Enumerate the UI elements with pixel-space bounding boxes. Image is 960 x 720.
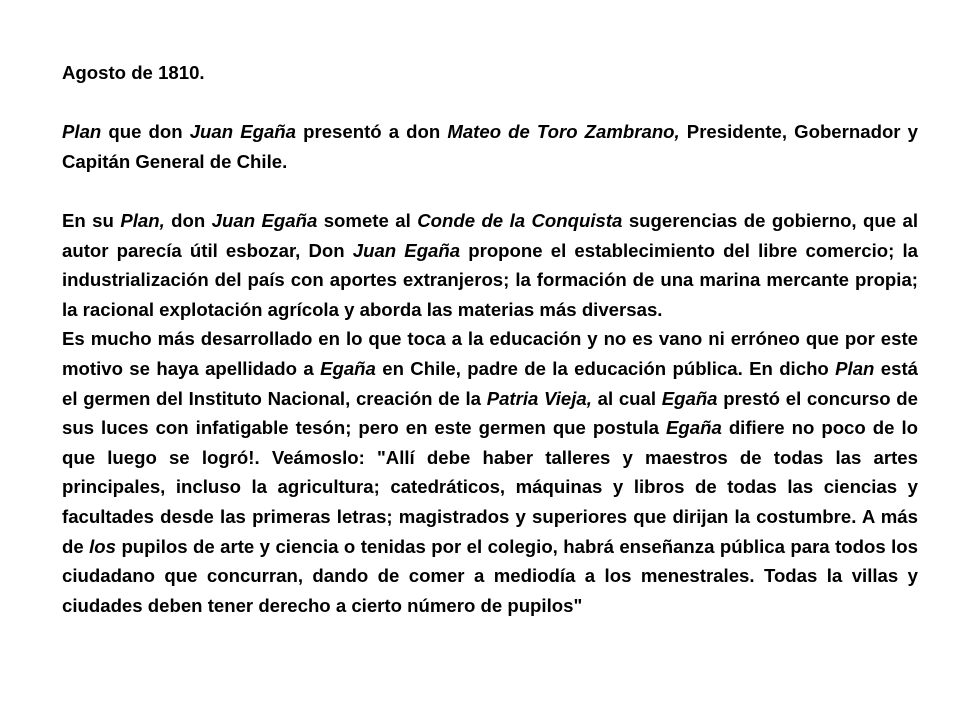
italic-juan-egana: Juan Egaña <box>352 239 461 261</box>
paragraph-plan-summary <box>62 206 918 324</box>
text-run: prestó el concurso de sus luces con infatigable tesón; pero en este germen que postula <box>62 387 918 439</box>
italic-egana: Egaña <box>661 387 718 409</box>
italic-los: los <box>89 535 117 557</box>
text-run: difiere no poco de lo que luego se logró!. Veámoslo: "Allí debe haber talleres y maestros de todas las artes principales, incluso la agricultura; catedráticos, máquinas y libros de todas las ciencias y facultades desde las primeras letras; magistrados y superiores que dirijan la costumbre. A más de <box>62 417 918 557</box>
italic-patria-vieja: Patria Vieja, <box>486 387 592 409</box>
text-run: sugerencias de gobierno, que al autor parecía útil esbozar, Don <box>62 209 918 261</box>
italic-juan-egana: Juan Egaña <box>211 209 318 231</box>
italic-egana: Egaña <box>666 417 722 439</box>
spacer <box>62 176 918 206</box>
italic-conde-de-la-conquista: Conde de la Conquista <box>417 209 623 231</box>
text-run: en Chile, padre de la educación pública. En dicho <box>375 357 836 379</box>
spacer <box>62 88 918 118</box>
text-run: don <box>164 209 212 231</box>
text-run: propone el establecimiento del libre comercio; la industrialización del país con aportes extranjeros; la formación de una marina mercante propia; la racional explotación agrícola y aborda las materias más diversas. <box>62 239 918 320</box>
italic-juan-egana: Juan Egaña <box>189 121 296 143</box>
text-run: al cual <box>591 387 662 409</box>
text-run: que don <box>101 121 190 143</box>
italic-plan: Plan <box>62 121 102 143</box>
italic-plan: Plan, <box>120 209 165 231</box>
text-run: somete al <box>317 209 418 231</box>
text-run: está el germen del Instituto Nacional, creación de la <box>62 357 918 409</box>
text-run: Es mucho más desarrollado en lo que toca a la educación y no es vano ni erróneo que por este motivo se haya apellidado a <box>62 328 918 379</box>
italic-egana: Egaña <box>320 357 376 379</box>
text-run: Presidente, Gobernador y Capitán General de Chile. <box>62 121 918 172</box>
date-heading: Agosto de 1810. <box>62 62 205 83</box>
paragraph-plan-intro <box>62 117 918 176</box>
text-run: En su <box>62 209 121 231</box>
text-run: presentó a don <box>296 121 448 143</box>
paragraph-education <box>62 324 918 620</box>
italic-plan: Plan <box>835 357 875 379</box>
text-run: pupilos de arte y ciencia o tenidas por el colegio, habrá enseñanza pública para todos los ciudadano que concurran, dando de comer a mediodía a los menestrales. Todas la villas y ciudades deben tener derecho a cierto número de pupilos" <box>62 535 918 616</box>
document-body <box>62 58 918 620</box>
italic-mateo-de-toro: Mateo de Toro Zambrano, <box>447 121 680 143</box>
